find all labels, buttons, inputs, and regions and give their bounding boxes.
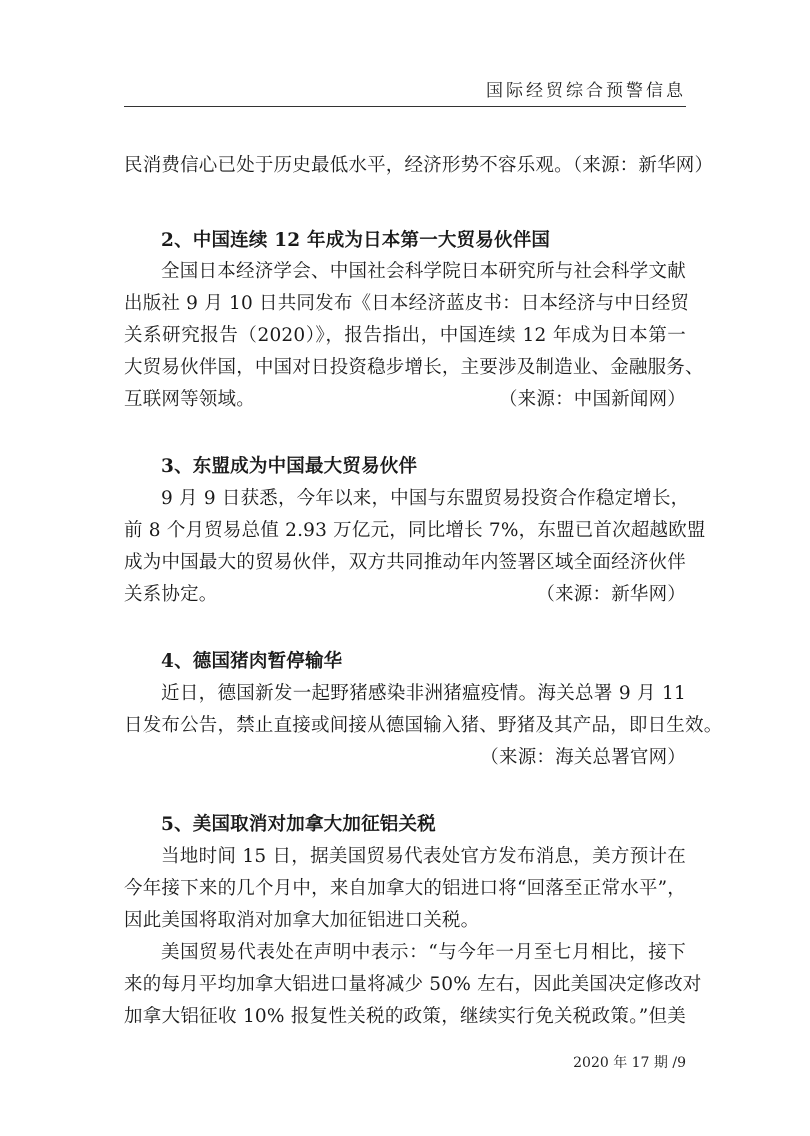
paragraph-line: 来的每月平均加拿大铝进口量将减少 50% 左右，因此美国决定修改对 bbox=[124, 974, 702, 995]
paragraph-line: 加拿大铝征收 10% 报复性关税的政策，继续实行免关税政策。”但美 bbox=[124, 1006, 686, 1027]
section-heading: 2、中国连续 12 年成为日本第一大贸易伙伴国 bbox=[161, 230, 551, 251]
header-title: 国际经贸综合预警信息 bbox=[486, 81, 686, 101]
paragraph-line: 出版社 9 月 10 日共同发布《日本经济蓝皮书：日本经济与中日经贸 bbox=[124, 293, 690, 314]
paragraph-line: 当地时间 15 日，据美国贸易代表处官方发布消息，美方预计在 bbox=[161, 846, 686, 867]
continuation-line: 民消费信心已处于历史最低水平，经济形势不容乐观。（来源：新华网） bbox=[124, 155, 714, 176]
paragraph-line: 前 8 个月贸易总值 2.93 万亿元，同比增长 7%，东盟已首次超越欧盟 bbox=[124, 520, 706, 541]
paragraph-line: 关系研究报告（2020）》，报告指出，中国连续 12 年成为日本第一 bbox=[124, 325, 686, 346]
paragraph-line: 关系协定。 bbox=[124, 584, 218, 605]
section-heading: 4、德国猪肉暂停输华 bbox=[161, 651, 343, 672]
section-heading: 5、美国取消对加拿大加征铝关税 bbox=[161, 814, 436, 835]
source-citation: （来源：中国新闻网） bbox=[498, 389, 686, 410]
paragraph-line: 美国贸易代表处在声明中表示：“与今年一月至七月相比，接下 bbox=[161, 942, 686, 963]
header-divider bbox=[124, 106, 686, 107]
section-heading: 3、东盟成为中国最大贸易伙伴 bbox=[161, 456, 418, 477]
paragraph-line: 日发布公告，禁止直接或间接从德国输入猪、野猪及其产品，即日生效。 bbox=[124, 715, 723, 736]
page-number: 2020 年 17 期 /9 bbox=[573, 1055, 686, 1071]
source-citation: （来源：新华网） bbox=[536, 584, 686, 605]
paragraph-line: 互联网等领域。 bbox=[124, 389, 255, 410]
paragraph-line: 今年接下来的几个月中，来自加拿大的铝进口将“回落至正常水平”， bbox=[124, 878, 686, 899]
paragraph-line: 成为中国最大的贸易伙伴，双方共同推动年内签署区域全面经济伙伴 bbox=[124, 552, 686, 573]
paragraph-line: 因此美国将取消对加拿大加征铝进口关税。 bbox=[124, 910, 480, 931]
paragraph-line: 大贸易伙伴国，中国对日投资稳步增长，主要涉及制造业、金融服务、 bbox=[124, 357, 704, 378]
paragraph-line: 9 月 9 日获悉，今年以来，中国与东盟贸易投资合作稳定增长， bbox=[161, 488, 690, 509]
paragraph-line: 近日，德国新发一起野猪感染非洲猪瘟疫情。海关总署 9 月 11 bbox=[161, 683, 686, 704]
source-citation: （来源：海关总署官网） bbox=[480, 747, 686, 768]
paragraph-line: 全国日本经济学会、中国社会科学院日本研究所与社会科学文献 bbox=[161, 261, 686, 282]
